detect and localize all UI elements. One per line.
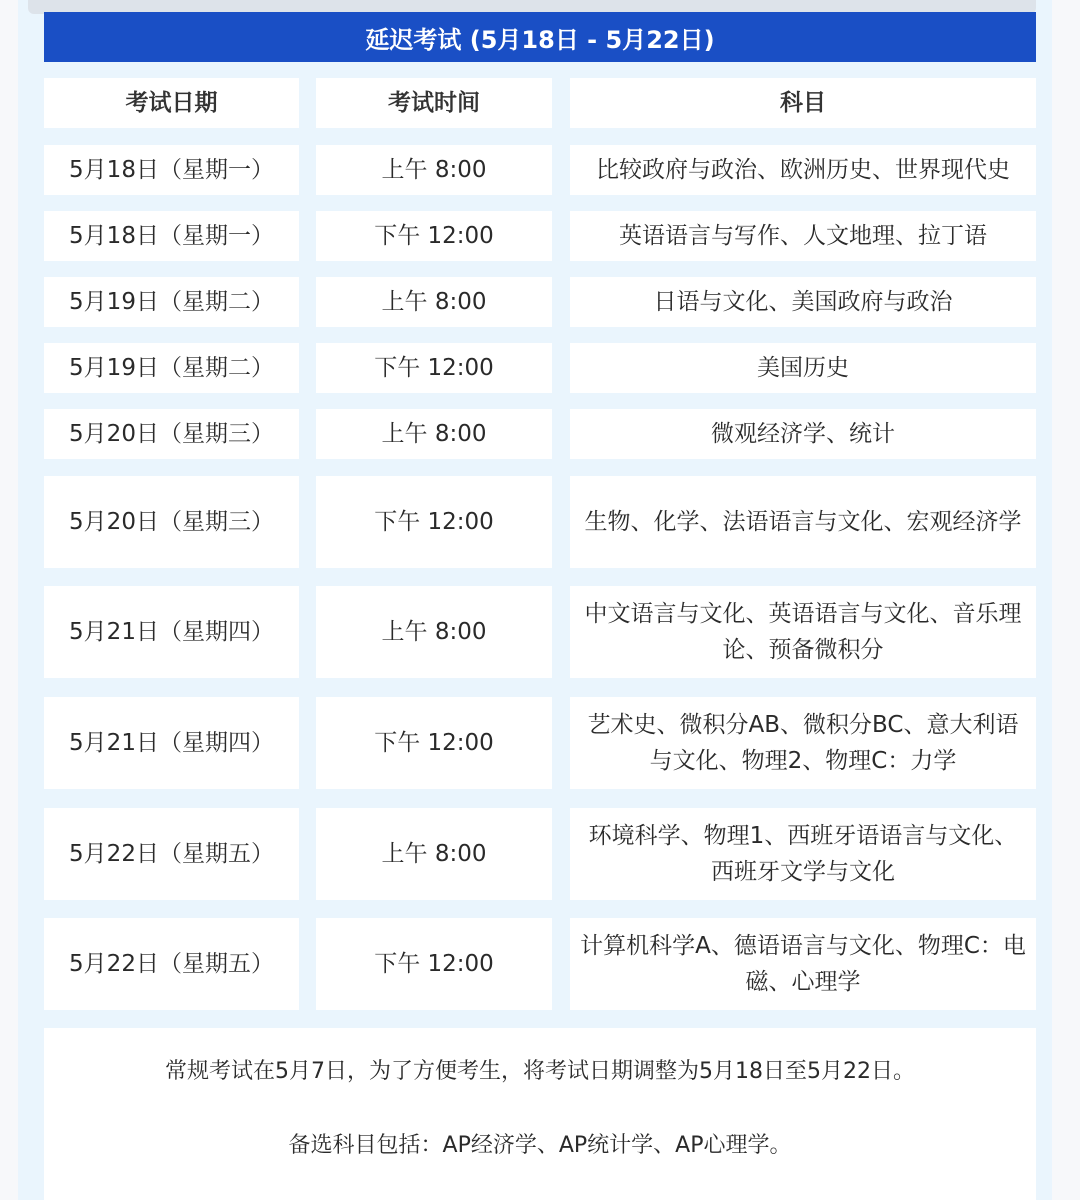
row-date: 5月20日（星期三）	[44, 476, 299, 568]
header-subject: 科目	[570, 78, 1036, 128]
row-date: 5月22日（星期五）	[44, 808, 299, 900]
row-time: 下午 12:00	[316, 476, 552, 568]
row-subjects: 比较政府与政治、欧洲历史、世界现代史	[570, 145, 1036, 195]
row-date: 5月19日（星期二）	[44, 343, 299, 393]
row-time: 上午 8:00	[316, 586, 552, 678]
row-subjects: 微观经济学、统计	[570, 409, 1036, 459]
row-subjects: 生物、化学、法语语言与文化、宏观经济学	[570, 476, 1036, 568]
row-date: 5月21日（星期四）	[44, 586, 299, 678]
header-time: 考试时间	[316, 78, 552, 128]
row-time: 上午 8:00	[316, 145, 552, 195]
row-date: 5月21日（星期四）	[44, 697, 299, 789]
row-date: 5月18日（星期一）	[44, 145, 299, 195]
row-time: 下午 12:00	[316, 211, 552, 261]
row-time: 下午 12:00	[316, 697, 552, 789]
row-subjects: 日语与文化、美国政府与政治	[570, 277, 1036, 327]
row-subjects: 计算机科学A、德语语言与文化、物理C：电磁、心理学	[570, 918, 1036, 1010]
row-date: 5月22日（星期五）	[44, 918, 299, 1010]
row-date: 5月18日（星期一）	[44, 211, 299, 261]
row-subjects: 环境科学、物理1、西班牙语语言与文化、西班牙文学与文化	[570, 808, 1036, 900]
row-time: 下午 12:00	[316, 343, 552, 393]
row-time: 上午 8:00	[316, 409, 552, 459]
row-date: 5月19日（星期二）	[44, 277, 299, 327]
schedule-title-banner: 延迟考试 (5月18日 - 5月22日)	[44, 12, 1036, 62]
note-regular-exam-date: 常规考试在5月7日，为了方便考生，将考试日期调整为5月18日至5月22日。	[165, 1059, 915, 1084]
row-time: 上午 8:00	[316, 277, 552, 327]
header-date: 考试日期	[44, 78, 299, 128]
row-subjects: 中文语言与文化、英语语言与文化、音乐理论、预备微积分	[570, 586, 1036, 678]
row-time: 下午 12:00	[316, 918, 552, 1010]
row-subjects: 艺术史、微积分AB、微积分BC、意大利语与文化、物理2、物理C：力学	[570, 697, 1036, 789]
row-date: 5月20日（星期三）	[44, 409, 299, 459]
notes-box	[44, 1028, 1036, 1200]
row-subjects: 英语语言与写作、人文地理、拉丁语	[570, 211, 1036, 261]
row-time: 上午 8:00	[316, 808, 552, 900]
row-subjects: 美国历史	[570, 343, 1036, 393]
note-alternate-subjects: 备选科目包括：AP经济学、AP统计学、AP心理学。	[288, 1133, 792, 1158]
